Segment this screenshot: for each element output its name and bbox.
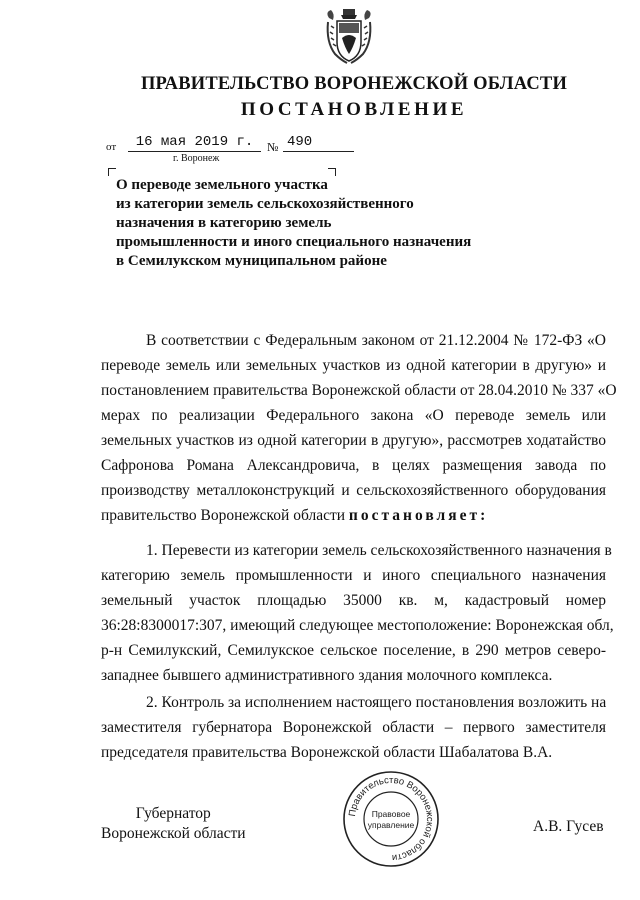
signer-name: А.В. Гусев (533, 818, 604, 835)
subject-line: в Семилукском муниципальном районе (116, 253, 387, 269)
stamp-center-line: Правовое (371, 809, 411, 819)
item-1 (101, 538, 614, 688)
item-line: 2. Контроль за исполнением настоящего постановления возложить на (146, 694, 607, 711)
government-title: ПРАВИТЕЛЬСТВО ВОРОНЕЖСКОЙ ОБЛАСТИ (140, 74, 568, 94)
city: г. Воронеж (173, 153, 220, 164)
preamble-line: В соответствии с Федеральным законом от 21.12.2004 № 172-ФЗ «О (146, 332, 606, 349)
subject-line: О переводе земельного участка (116, 177, 328, 193)
signer-title-line: Губернатор (135, 805, 211, 822)
preamble-last-line (101, 503, 606, 528)
item-2 (101, 690, 606, 765)
signer-title-line: Воронежской области (101, 825, 246, 842)
item-line: р-н Семилукский, Семилукское сельское поселение, в 290 метров северо- (101, 642, 606, 659)
preamble-line: земельных участков из одной категории в другую», рассмотрев ходатайство (101, 432, 606, 449)
item-line: 36:28:8300017:307, имеющий следующее местоположение: Воронежская обл, (101, 617, 614, 634)
item-line: западнее бывшего административного здания молочного комплекса. (101, 667, 553, 684)
subject-line: промышленности и иного специального назначения (116, 234, 472, 250)
document-type: ПОСТАНОВЛЕНИЕ (240, 99, 468, 120)
subject-bracket-right (328, 168, 336, 176)
preamble (101, 328, 617, 528)
preamble-line: производству металлоконструкций и сельскохозяйственного оборудования (101, 482, 606, 499)
item-line: категорию земель промышленности и иного специального назначения (101, 567, 606, 584)
signer-title (101, 804, 246, 844)
coat-of-arms-emblem (323, 8, 375, 66)
resolves-word: постановляет: (348, 507, 489, 524)
item-line: председателя правительства Воронежской области Шабалатова В.А. (101, 744, 553, 761)
subject-bracket-left (108, 168, 116, 176)
preamble-line: переводе земель или земельных участков из одной категории в другую» и (101, 357, 606, 374)
preamble-text: правительство Воронежской области (101, 507, 346, 524)
legal-department-stamp (342, 770, 440, 868)
number-sign: № (267, 140, 279, 154)
item-line: земельный участок площадью 35000 кв. м, кадастровый номер (101, 592, 606, 609)
preamble-line: Сафронова Романа Александровича, в целях размещения завода по (101, 457, 606, 474)
document-number: 490 (283, 133, 354, 152)
item-line: заместителя губернатора Воронежской области – первого заместителя (101, 719, 606, 736)
subject-line: из категории земель сельскохозяйственного (116, 196, 414, 212)
document-date: 16 мая 2019 г. (128, 133, 261, 152)
date-prefix: от (106, 141, 117, 153)
stamp-center-line: управление (367, 820, 415, 830)
subject-line: назначения в категорию земель (116, 215, 332, 231)
document-subject (116, 176, 516, 271)
stamp-ring-text: Правительство Воронежской области (347, 774, 436, 864)
preamble-line: постановлением правительства Воронежской области от 28.04.2010 № 337 «О (101, 382, 617, 399)
preamble-line: мерах по реализации Федерального закона «О переводе земель или (101, 407, 606, 424)
item-line: 1. Перевести из категории земель сельскохозяйственного назначения в (146, 542, 612, 559)
